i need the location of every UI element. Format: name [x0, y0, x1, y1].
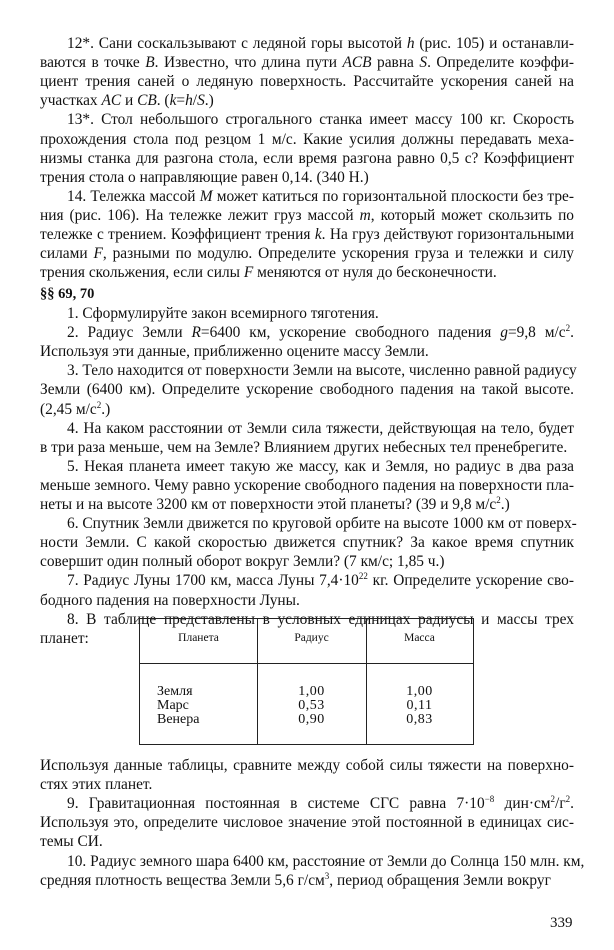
text-line: темы СИ. [40, 833, 103, 851]
text-line: ния (рис. 106). На тележке лежит груз массой m, который может скользить по [40, 206, 574, 224]
text-line: неты и на высоте 3200 км от поверхности этой планеты? (39 и 9,8 $м/с^2$.) [40, 495, 510, 513]
section-heading: §§ 69, 70 [40, 286, 95, 302]
text-line: 1. Сформулируйте закон всемирного тяготения. [67, 305, 379, 322]
text-line: тележке с трением. Коэффициент трения k. На груз действуют горизонтальными [40, 226, 574, 243]
text-line: планет: [40, 629, 89, 647]
text-line: совершит один полный оборот вокруг Земли? (7 км/с; 1,85 ч.) [40, 553, 445, 571]
table-cell: 0,83 [406, 712, 433, 727]
text-line: средняя плотность вещества Земли 5,6 $г/см^3$, период обращения Земли вокруг [40, 870, 551, 889]
text-line: 5. Некая планета имеет такую же массу, как и Земля, но радиус в два раза [67, 457, 574, 475]
text-line: меньше земного. Чему равно ускорение свободного падения на поверхности пла- [40, 476, 574, 494]
text-line: силами F, разными по модулю. Определите ускорения груза и тележки и силу [40, 245, 574, 263]
text-line: циент трения саней о ледяную поверхность. Рассчитайте ускорения саней на [40, 73, 574, 91]
text-line: 9. Гравитационная постоянная в системе СГС равна $7\cdot 10^{-8}$ $дин\cdot см^2/г^2$. [67, 794, 574, 813]
text-line: трения скольжения, если силы F меняются от нуля до бесконечности. [40, 264, 497, 282]
text-line: 10. Радиус земного шара 6400 км, расстояние от Земли до Солнца 150 млн. км, [67, 852, 585, 870]
table-col-mass [366, 685, 473, 727]
text-line: Земли (6400 км). Определите ускорение свободного падения на такой высоте. [40, 381, 574, 399]
table-cell: 1,00 [298, 684, 325, 699]
text-line: ваются в точке B. Известно, что длина пути ACB равна S. Определите коэффи- [40, 54, 575, 72]
planets-table [139, 618, 474, 745]
text-line: 14. Тележка массой M может катиться по горизонтальной плоскости без тре- [67, 187, 574, 205]
table-header-radius: Радиус [294, 632, 329, 644]
text-line: трения стола о направляющие равен 0,14. (340 Н.) [40, 168, 369, 186]
text-line: 6. Спутник Земли движется по круговой орбите на высоте 1000 км от поверх- [67, 515, 577, 533]
table-col-radius [257, 685, 366, 727]
text-line: 4. На каком расстоянии от Земли сила тяжести, действующая на тело, будет [67, 419, 574, 437]
text-line: Используя эти данные, приближенно оцените массу Земли. [40, 343, 429, 361]
text-line: 2. Радиус Земли R=6400 км, ускорение свободного падения g=9,8 $м/с^2$. [67, 323, 574, 342]
text-line: участках AC и CB. (k=h/S.) [40, 92, 214, 110]
text-line: Используя данные таблицы, сравните между собой силы тяжести на поверхно- [40, 757, 574, 774]
text-line: ности Земли. С какой скоростью движется спутник? За какое время спутник [40, 534, 574, 552]
text-line: в три раза меньше, чем на Земле? Влиянием других небесных тел пренебрегите. [40, 438, 568, 456]
table-cell: Марс [157, 698, 189, 713]
text-line: 3. Тело находится от поверхности Земли на высоте, численно равной радиусу [67, 362, 577, 380]
text-line: 12*. Сани соскальзывают с ледяной горы высотой h (рис. 105) и останавли- [67, 35, 575, 52]
table-cell: 0,90 [298, 712, 325, 727]
text-line: прохождения стола под резцом 1 м/с. Какие усилия должны передавать меха- [40, 130, 574, 148]
text-line: низмы станка для разгона стола, если время разгона равно 0,5 с? Коэффициент [40, 149, 574, 167]
text-line: 13*. Стол небольшого строгального станка имеет массу 100 кг. Скорость [67, 111, 574, 129]
text-line: (2,45 $м/с^2$.) [40, 399, 111, 418]
table-header-planet: Планета [178, 632, 219, 644]
table-cell: 1,00 [406, 684, 433, 699]
table-cell: Земля [157, 684, 193, 699]
text-line: стях этих планет. [40, 776, 153, 794]
table-col-planet [157, 685, 257, 727]
text-line: бодного падения на поверхности Луны. [40, 591, 300, 609]
table-header-mass: Масса [404, 632, 435, 644]
table-cell: 0,11 [406, 698, 433, 713]
text-line: Используя это, определите числовое значение этой постоянной в единицах сис- [40, 814, 574, 832]
page-number: 339 [550, 915, 573, 931]
table-cell: 0,53 [298, 698, 325, 713]
text-line: 7. Радиус Луны 1700 км, масса Луны $7,4\cdot 10^{22}$ кг. Определите ускорение сво- [67, 571, 574, 590]
table-cell: Венера [157, 712, 200, 727]
table-header-divider [140, 663, 473, 664]
text-line: 8. В таблице представлены в условных единицах радиусы и массы трех [67, 610, 574, 628]
